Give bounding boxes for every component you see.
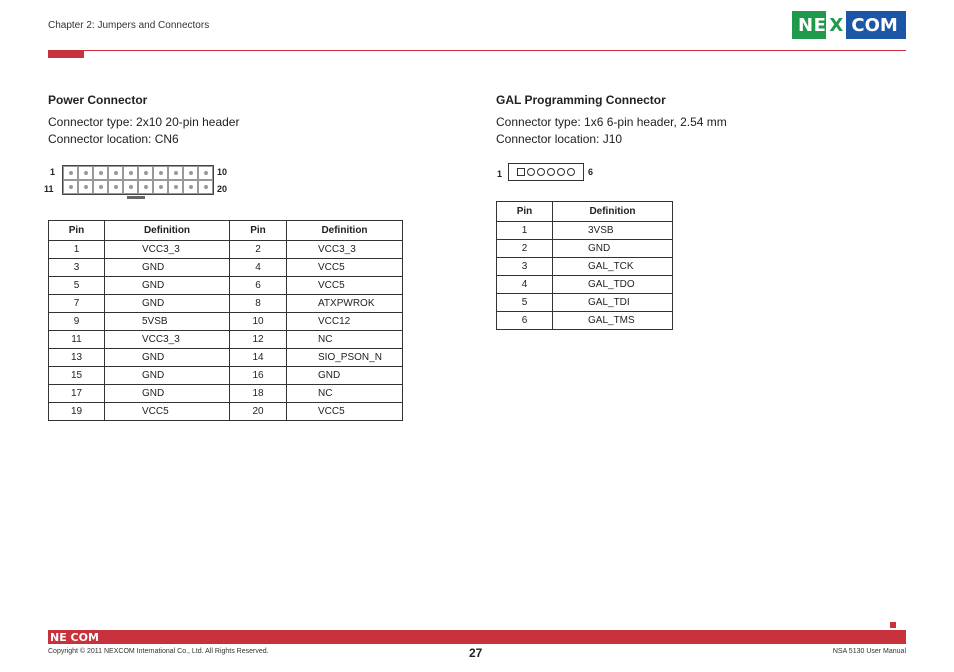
table-cell: 19 [49, 403, 105, 421]
pin-icon [183, 166, 198, 180]
pin-icon [198, 166, 213, 180]
power-connector-title: Power Connector [48, 93, 148, 107]
pin-icon [108, 166, 123, 180]
table-cell: 13 [49, 349, 105, 367]
pin1-square-icon [517, 168, 525, 176]
pin-icon [99, 185, 103, 189]
table-row [49, 277, 403, 295]
pin-icon [99, 171, 103, 175]
pin-icon [189, 171, 193, 175]
pin-icon [527, 168, 535, 176]
table-cell: GND [287, 367, 403, 385]
pin-label-11: 11 [44, 184, 54, 194]
pin-icon [69, 171, 73, 175]
pin-icon [174, 185, 178, 189]
pin-icon [138, 166, 153, 180]
table-cell: 2 [497, 240, 553, 258]
table-cell: VCC3_3 [105, 331, 230, 349]
pin-icon [567, 168, 575, 176]
footer-logo: NE COM [50, 631, 99, 644]
gal-pin-label-6: 6 [588, 167, 594, 177]
nexcom-logo [792, 11, 906, 39]
pin-icon [547, 168, 555, 176]
manual-title: NSA 5130 User Manual [832, 648, 906, 655]
col-definition: Definition [553, 202, 673, 222]
table-cell: 10 [230, 313, 287, 331]
table-row [49, 295, 403, 313]
table-cell: 3 [49, 259, 105, 277]
footer-accent-square [898, 637, 906, 644]
pin-label-1: 1 [50, 167, 56, 177]
table-cell: GAL_TCK [553, 258, 673, 276]
table-cell: 3 [497, 258, 553, 276]
table-cell: VCC5 [287, 277, 403, 295]
gal-connector-title: GAL Programming Connector [496, 93, 666, 107]
gal-connector-info [496, 114, 727, 148]
table-cell: GAL_TDI [553, 294, 673, 312]
table-row [49, 349, 403, 367]
pin-label-10: 10 [217, 167, 228, 177]
table-cell: GAL_TDO [553, 276, 673, 294]
header-divider [48, 50, 906, 51]
table-cell: 8 [230, 295, 287, 313]
pin-icon [204, 171, 208, 175]
pin-icon [63, 180, 78, 194]
col-pin: Pin [230, 221, 287, 241]
copyright-text: Copyright © 2011 NEXCOM International Co., Ltd. All Rights Reserved. [48, 648, 269, 655]
table-cell: 11 [49, 331, 105, 349]
header-accent-tab [48, 50, 84, 58]
table-cell: 4 [230, 259, 287, 277]
table-cell: GND [105, 367, 230, 385]
footer-bar [48, 630, 906, 644]
pin-icon [537, 168, 545, 176]
table-cell: GND [105, 295, 230, 313]
table-row [49, 313, 403, 331]
pin-icon [63, 166, 78, 180]
chapter-title: Chapter 2: Jumpers and Connectors [48, 20, 210, 31]
table-cell: 1 [497, 222, 553, 240]
table-cell: 18 [230, 385, 287, 403]
page-number: 27 [469, 646, 483, 660]
table-cell: GND [105, 385, 230, 403]
pin-icon [78, 180, 93, 194]
table-row [49, 403, 403, 421]
header-key-notch [127, 196, 145, 199]
table-cell: 6 [230, 277, 287, 295]
pin-icon [153, 166, 168, 180]
table-cell: 14 [230, 349, 287, 367]
pin-icon [93, 180, 108, 194]
col-pin: Pin [497, 202, 553, 222]
pin-icon [557, 168, 565, 176]
table-cell: 9 [49, 313, 105, 331]
gal-header-diagram [508, 163, 584, 181]
pin-icon [159, 171, 163, 175]
table-cell: VCC5 [105, 403, 230, 421]
pin-icon [144, 185, 148, 189]
table-cell: VCC3_3 [287, 241, 403, 259]
table-cell: VCC5 [287, 403, 403, 421]
table-cell: SIO_PSON_N [287, 349, 403, 367]
pin-icon [84, 171, 88, 175]
pin-icon [159, 185, 163, 189]
table-row [49, 367, 403, 385]
pin-icon [168, 180, 183, 194]
table-cell: 5 [497, 294, 553, 312]
table-row [49, 259, 403, 277]
table-cell: VCC12 [287, 313, 403, 331]
table-row [49, 385, 403, 403]
pin-icon [144, 171, 148, 175]
footer-accent-square [890, 622, 896, 628]
table-cell: 16 [230, 367, 287, 385]
table-cell: GND [553, 240, 673, 258]
table-row [497, 276, 673, 294]
pin-icon [204, 185, 208, 189]
table-row [497, 258, 673, 276]
table-row [497, 294, 673, 312]
pin-icon [129, 171, 133, 175]
table-cell: NC [287, 385, 403, 403]
table-cell: 20 [230, 403, 287, 421]
table-cell: 12 [230, 331, 287, 349]
table-cell: GND [105, 277, 230, 295]
table-cell: NC [287, 331, 403, 349]
power-connector-info [48, 114, 239, 148]
power-header-diagram [62, 165, 214, 195]
table-row [49, 331, 403, 349]
gal-connector-type: Connector type: 1x6 6-pin header, 2.54 mm [496, 115, 727, 129]
table-cell: 3VSB [553, 222, 673, 240]
pin-icon [198, 180, 213, 194]
table-row [497, 312, 673, 330]
pin-icon [123, 166, 138, 180]
logo-ne: NE [798, 14, 827, 36]
table-row [497, 240, 673, 258]
table-cell: GND [105, 259, 230, 277]
table-cell: 1 [49, 241, 105, 259]
table-cell: 2 [230, 241, 287, 259]
gal-connector-location: Connector location: J10 [496, 132, 623, 146]
pin-label-20: 20 [217, 184, 228, 194]
table-cell: 5 [49, 277, 105, 295]
power-connector-location: Connector location: CN6 [48, 132, 179, 146]
table-cell: 4 [497, 276, 553, 294]
pin-icon [93, 166, 108, 180]
gal-pin-label-1: 1 [497, 169, 503, 179]
pin-icon [174, 171, 178, 175]
pin-icon [114, 185, 118, 189]
col-definition: Definition [105, 221, 230, 241]
pin-icon [69, 185, 73, 189]
table-cell: 15 [49, 367, 105, 385]
logo-x: X [826, 11, 846, 39]
pin-icon [183, 180, 198, 194]
pin-icon [78, 166, 93, 180]
pin-icon [168, 166, 183, 180]
table-cell: ATXPWROK [287, 295, 403, 313]
col-definition: Definition [287, 221, 403, 241]
table-cell: VCC3_3 [105, 241, 230, 259]
power-pin-table [48, 220, 403, 421]
table-cell: 7 [49, 295, 105, 313]
pin-icon [189, 185, 193, 189]
table-cell: GAL_TMS [553, 312, 673, 330]
pin-icon [114, 171, 118, 175]
pin-icon [153, 180, 168, 194]
pin-icon [108, 180, 123, 194]
table-row [49, 241, 403, 259]
pin-icon [138, 180, 153, 194]
gal-pin-table [496, 201, 673, 330]
pin-icon [123, 180, 138, 194]
table-row [497, 222, 673, 240]
col-pin: Pin [49, 221, 105, 241]
table-cell: 6 [497, 312, 553, 330]
pin-icon [129, 185, 133, 189]
table-cell: GND [105, 349, 230, 367]
table-cell: 17 [49, 385, 105, 403]
logo-com: COM [846, 11, 906, 39]
power-connector-type: Connector type: 2x10 20-pin header [48, 115, 240, 129]
pin-icon [84, 185, 88, 189]
table-cell: 5VSB [105, 313, 230, 331]
table-cell: VCC5 [287, 259, 403, 277]
